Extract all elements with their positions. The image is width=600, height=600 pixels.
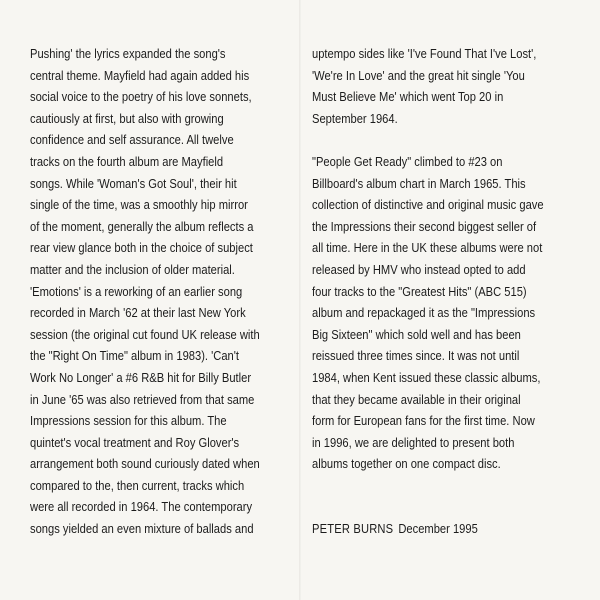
text-line: 1984, when Kent issued these classic albums, (312, 369, 541, 385)
paragraph-continuation (312, 43, 566, 129)
text-line: single of the time, was a smoothly hip mirror (30, 197, 248, 213)
author-credit (312, 518, 566, 540)
right-text-column (312, 43, 566, 540)
text-line: cautiously at first, but also with growing (30, 110, 224, 126)
text-line: quintet's vocal treatment and Roy Glover's (30, 434, 240, 450)
text-line: matter and the inclusion of older material. (30, 261, 235, 277)
text-line: songs yielded an even mixture of ballads and (30, 521, 254, 537)
text-line: of the moment, generally the album reflects a (30, 218, 254, 234)
text-line: in June '65 was also retrieved from that same (30, 391, 255, 407)
page-fold (299, 0, 301, 600)
left-text-column (30, 43, 280, 540)
text-line: all time. Here in the UK these albums were not (312, 240, 543, 256)
text-line: in 1996, we are delighted to present both (312, 434, 515, 450)
text-line: that they became available in their original (312, 391, 521, 407)
text-line: Pushing' the lyrics expanded the song's (30, 46, 226, 61)
paragraph-gap (312, 496, 566, 518)
text-line: reissued three times since. It was not until (312, 348, 520, 364)
text-line: form for European fans for the first time. Now (312, 413, 535, 429)
text-line: Impressions session for this album. The (30, 413, 227, 429)
paragraph-gap (312, 129, 566, 151)
text-line: September 1964. (312, 110, 398, 126)
text-line: 'Emotions' is a reworking of an earlier song (30, 283, 243, 299)
text-line: albums together on one compact disc. (312, 456, 501, 472)
text-line: Must Believe Me' which went Top 20 in (312, 89, 504, 105)
paragraph-people-get-ready (312, 151, 566, 475)
text-line: arrangement both sound curiously dated when (30, 456, 260, 472)
text-line: confidence and self assurance. All twelve (30, 132, 234, 148)
text-line: recorded in March '62 at their last New York (30, 305, 246, 321)
text-line: central theme. Mayfield had again added his (30, 67, 250, 83)
text-line: session (the original cut found UK release with (30, 326, 260, 342)
text-line: songs. While 'Woman's Got Soul', their hit (30, 175, 237, 191)
text-line: "People Get Ready" climbed to #23 on (312, 153, 503, 169)
text-line: collection of distinctive and original music gave (312, 197, 544, 213)
text-line: Big Sixteen" which sold well and has been (312, 326, 521, 342)
text-line: released by HMV who instead opted to add (312, 261, 526, 277)
text-line: four tracks to the "Greatest Hits" (ABC 515) (312, 283, 527, 299)
text-line: album and repackaged it as the "Impressions (312, 305, 536, 321)
text-line: tracks on the fourth album are Mayfield (30, 153, 224, 169)
text-line: Work No Longer' a #6 R&B hit for Billy Butler (30, 369, 252, 385)
text-line: 'We're In Love' and the great hit single 'You (312, 67, 525, 83)
paragraph-gap (312, 475, 566, 497)
text-line: the "Right On Time" album in 1983). 'Can't (30, 348, 240, 364)
text-line: were all recorded in 1964. The contemporary (30, 499, 253, 515)
text-line: rear view glance both in the choice of subject (30, 240, 253, 256)
text-line: compared to the, then current, tracks which (30, 477, 245, 493)
text-line: social voice to the poetry of his love sonnets, (30, 89, 252, 105)
text-line: the Impressions their second biggest seller of (312, 218, 537, 234)
text-line: uptempo sides like 'I've Found That I've Lost', (312, 46, 537, 61)
text-line: Billboard's album chart in March 1965. This (312, 175, 526, 191)
credit-date: December 1995 (398, 521, 478, 537)
author-name: PETER BURNS (312, 521, 394, 537)
